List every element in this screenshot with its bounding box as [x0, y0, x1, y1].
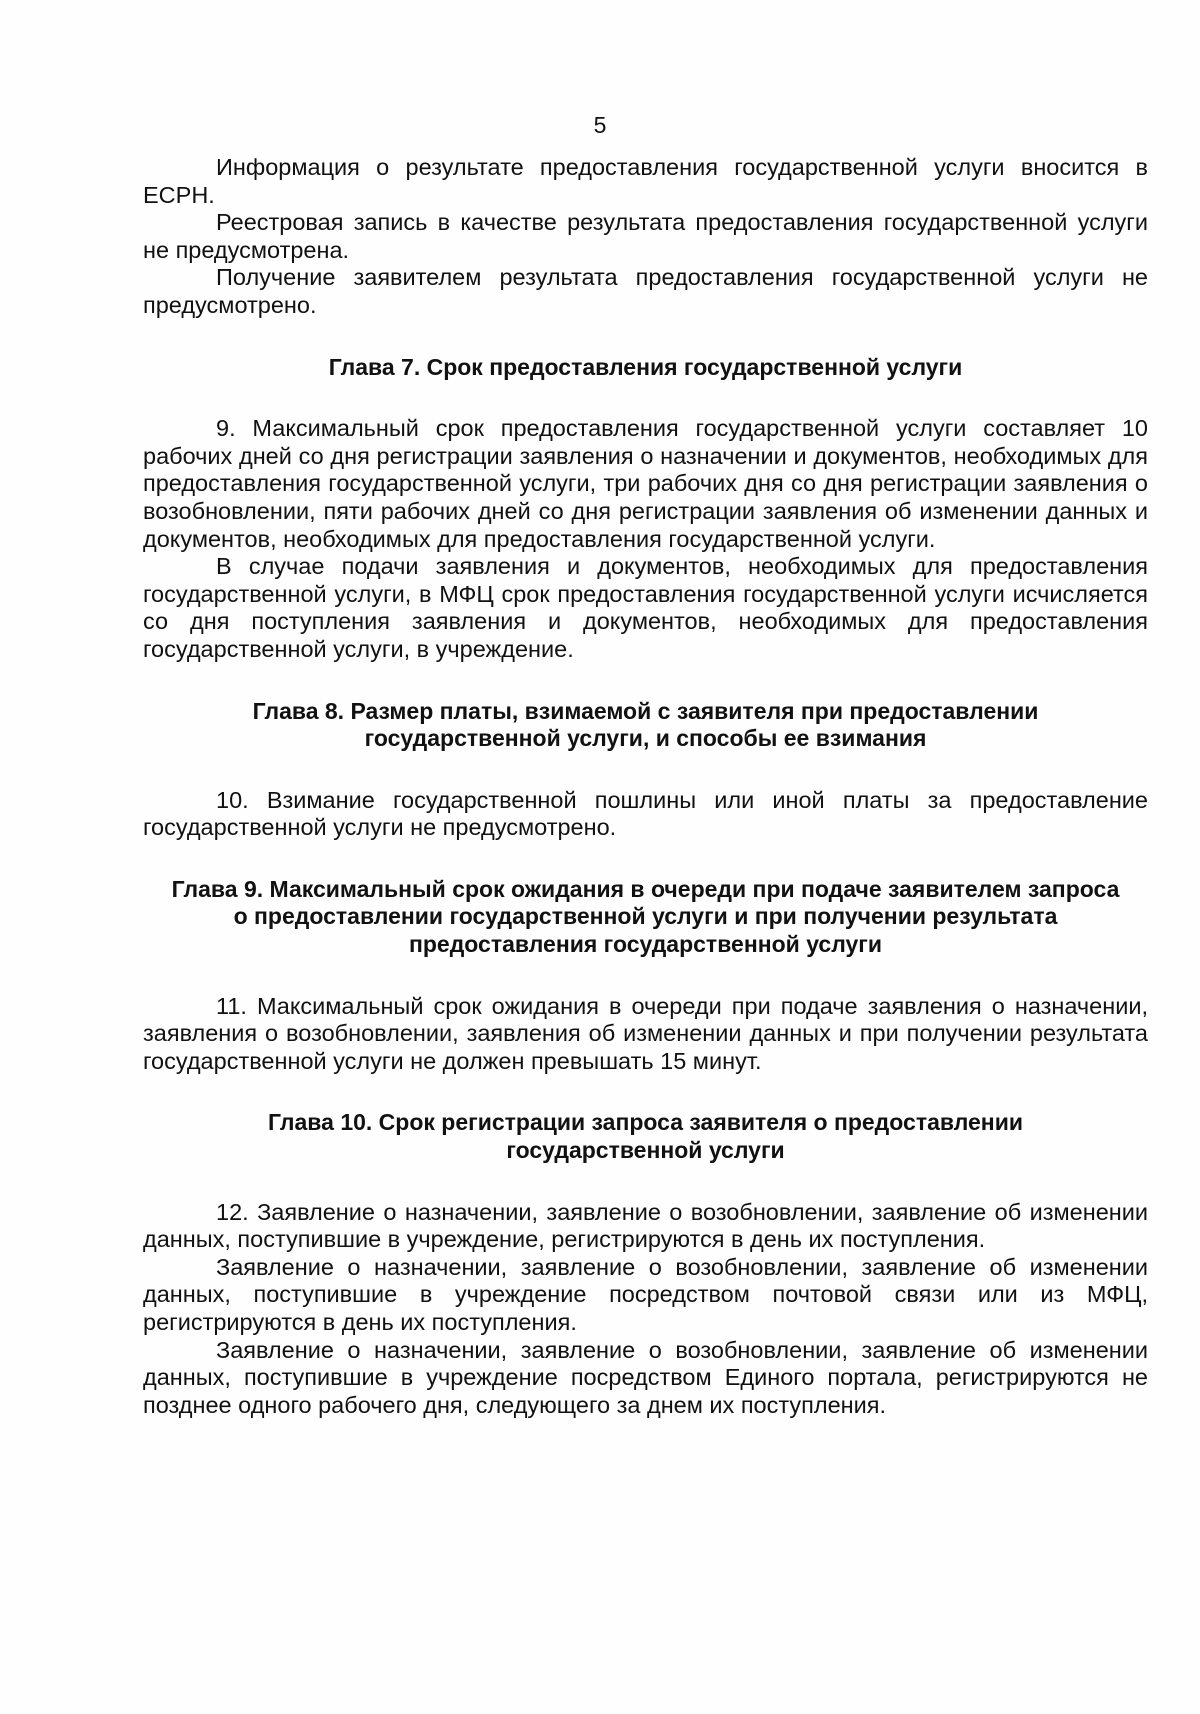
paragraph-12-postal: Заявление о назначении, заявление о возобновлении, заявление об изменении данных, поступившие в учреждение посредством почтовой связи или из МФЦ, регистрируются в день их поступления.	[143, 1253, 1148, 1335]
chapter-8-heading-line-1: Глава 8. Размер платы, взимаемой с заявителя при предоставлении	[252, 697, 1039, 724]
page-number: 5	[593, 112, 607, 138]
chapter-9-heading-line-2: о предоставлении государственной услуги и при получении результата	[233, 903, 1058, 930]
paragraph-9-mfc: В случае подачи заявления и документов, необходимых для предоставления государственной услуги, в МФЦ срок предоставления государственной услуги исчисляется со дня поступления заявления и документов, необходимых для предоставления государственной услуги, в учреждение.	[143, 553, 1148, 662]
chapter-7-heading	[143, 354, 1148, 382]
paragraph-registry-record: Реестровая запись в качестве результата предоставления государственной услуги не предусмотрена.	[143, 209, 1148, 263]
chapter-8-heading	[143, 698, 1148, 753]
chapter-10-heading-line-1: Глава 10. Срок регистрации запроса заявителя о предоставлении	[268, 1109, 1023, 1136]
paragraph-9: 9. Максимальный срок предоставления государственной услуги составляет 10 рабочих дней со дня регистрации заявления о назначении и документов, необходимых для предоставления государственной услуги, три рабочих дня со дня регистрации заявления о возобновлении, пяти рабочих дней со дня регистрации заявления об изменении данных и документов, необходимых для предоставления государственной услуги.	[143, 415, 1148, 552]
paragraph-12-portal: Заявление о назначении, заявление о возобновлении, заявление об изменении данных, поступившие в учреждение посредством Единого портала, регистрируются не позднее одного рабочего дня, следующего за днем их поступления.	[143, 1336, 1148, 1418]
chapter-10-heading-line-2: государственной услуги	[506, 1137, 785, 1164]
chapter-9-heading	[143, 876, 1148, 959]
document-body	[143, 154, 1148, 1419]
paragraph-12: 12. Заявление о назначении, заявление о возобновлении, заявление об изменении данных, поступившие в учреждение, регистрируются в день их поступления.	[143, 1198, 1148, 1253]
chapter-10-heading	[143, 1109, 1148, 1164]
paragraph-result-info: Информация о результате предоставления государственной услуги вносится в ЕСРН.	[143, 154, 1148, 208]
chapter-9-heading-line-3: предоставления государственной услуги	[408, 931, 883, 958]
paragraph-11: 11. Максимальный срок ожидания в очереди при подаче заявления о назначении, заявления о возобновлении, заявления об изменении данных и при получении результата государственной услуги не должен превышать 15 минут.	[143, 992, 1148, 1074]
paragraph-result-receipt: Получение заявителем результата предоставления государственной услуги не предусмотрено.	[143, 264, 1148, 318]
chapter-8-heading-line-2: государственной услуги, и способы ее взимания	[364, 725, 927, 752]
chapter-7-heading-line: Глава 7. Срок предоставления государственной услуги	[328, 353, 963, 380]
chapter-9-heading-line-1: Глава 9. Максимальный срок ожидания в очереди при подаче заявителем запроса	[171, 875, 1120, 902]
paragraph-10: 10. Взимание государственной пошлины или иной платы за предоставление государственной услуги не предусмотрено.	[143, 786, 1148, 841]
